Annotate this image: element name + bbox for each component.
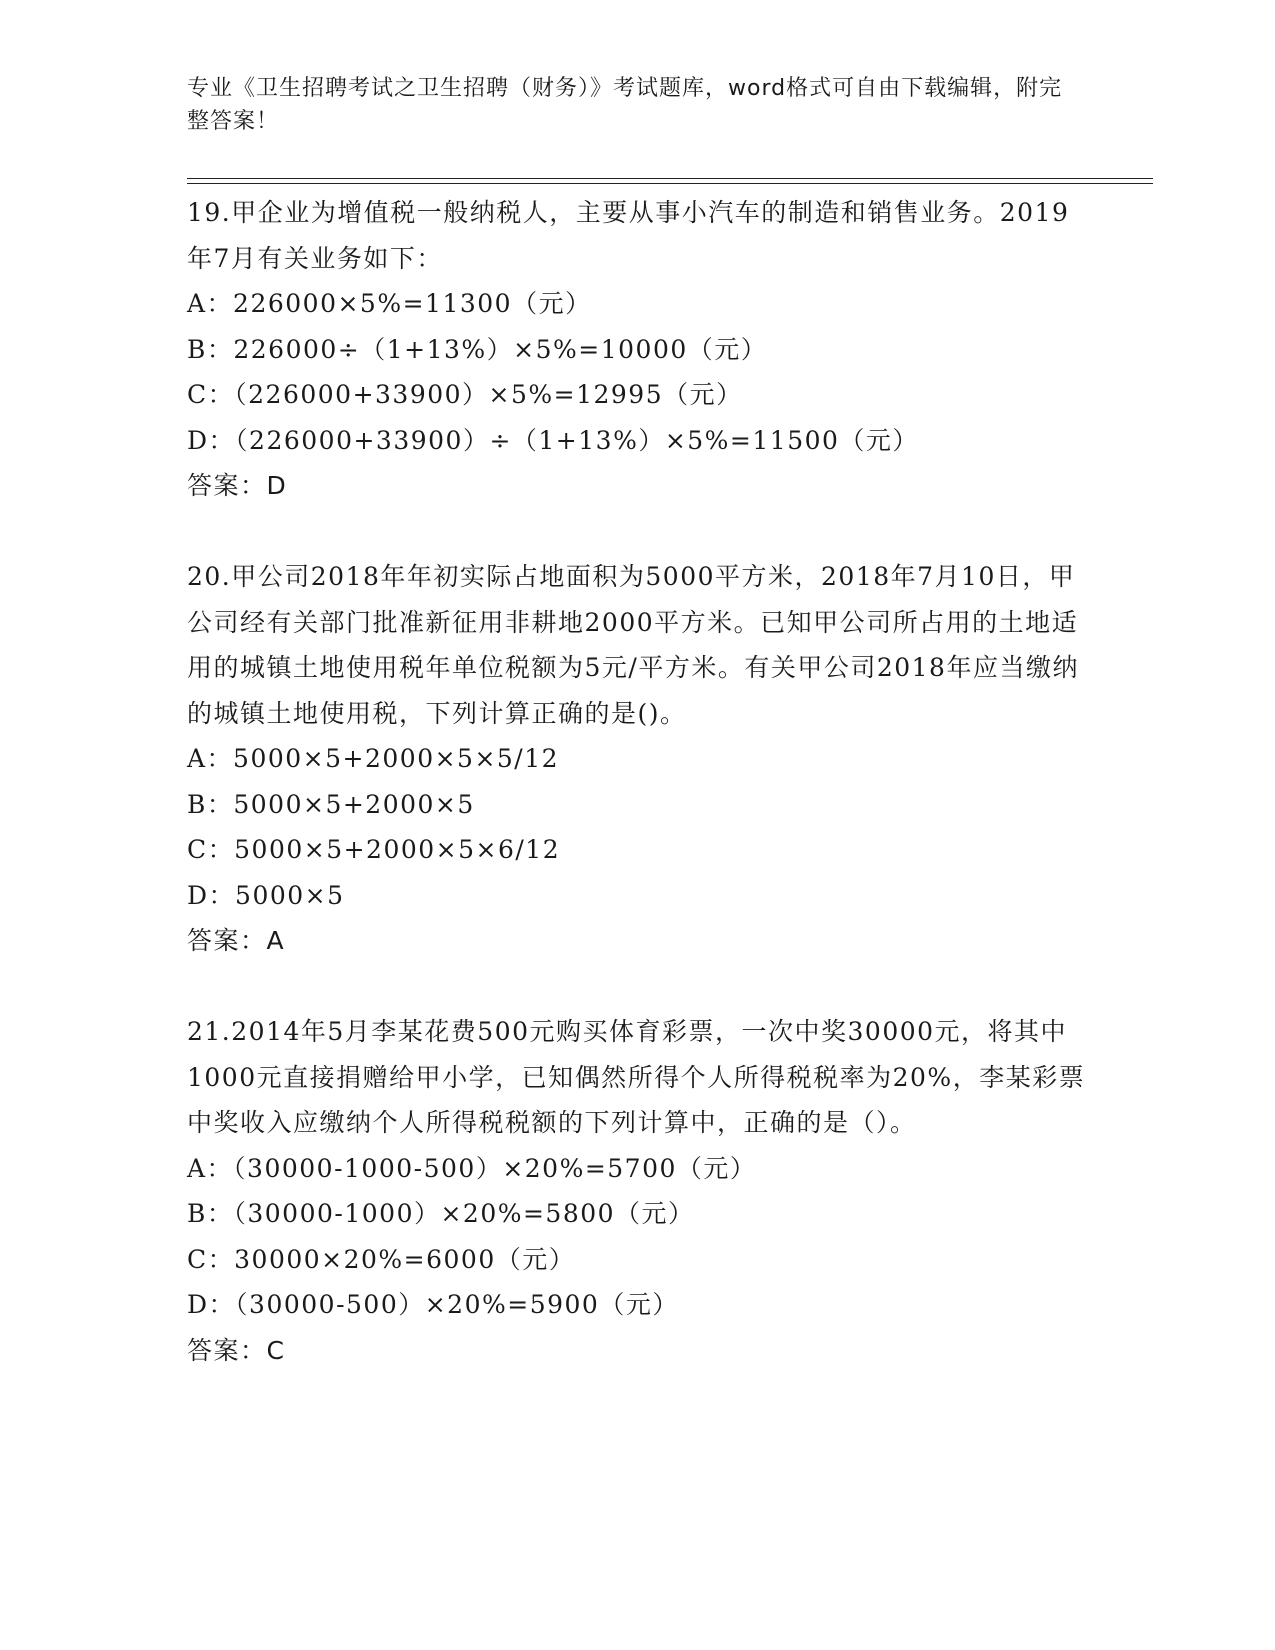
header-divider-bottom [187, 183, 1153, 184]
option-d: D：（30000-500）×20%=5900（元） [187, 1290, 679, 1319]
question-gap [187, 964, 1087, 1010]
answer-line: 答案：A [187, 926, 286, 955]
question-stem: 20.甲公司2018年年初实际占地面积为5000平方米，2018年7月10日，甲公司经有关部门批准新征用非耕地2000平方米。已知甲公司所占用的土地适用的城镇土地使用税年单位税额为5元/平方米。有关甲公司2018年应当缴纳的城镇土地使用税，下列计算正确的是()。 [187, 562, 1079, 728]
option-a: A：226000×5%=11300（元） [187, 289, 592, 318]
header-divider-top [187, 178, 1153, 179]
question-stem: 19.甲企业为增值税一般纳税人，主要从事小汽车的制造和销售业务。2019年7月有关业务如下： [187, 198, 1070, 273]
question-19 [187, 190, 1087, 509]
option-b: B：226000÷（1+13%）×5%=10000（元） [187, 334, 768, 364]
question-list [187, 190, 1087, 1373]
question-gap [187, 509, 1087, 555]
option-a: A：5000×5+2000×5×5/12 [187, 744, 560, 773]
answer-line: 答案：D [187, 471, 288, 500]
option-c: C：30000×20%=6000（元） [187, 1244, 576, 1274]
option-b: B：5000×5+2000×5 [187, 789, 475, 819]
question-21 [187, 1009, 1087, 1373]
option-c: C：（226000+33900）×5%=12995（元） [187, 380, 743, 409]
document-header: 专业《卫生招聘考试之卫生招聘（财务）》考试题库，word格式可自由下载编辑，附完整答案！ [187, 76, 1063, 134]
option-c: C：5000×5+2000×5×6/12 [187, 835, 561, 864]
question-stem: 21.2014年5月李某花费500元购买体育彩票，一次中奖30000元，将其中1000元直接捐赠给甲小学，已知偶然所得个人所得税税率为20%，李某彩票中奖收入应缴纳个人所得税税额的下列计算中，正确的是（）。 [187, 1017, 1086, 1137]
answer-line: 答案：C [187, 1335, 286, 1365]
option-d: D：5000×5 [187, 880, 345, 910]
option-d: D：（226000+33900）÷（1+13%）×5%=11500（元） [187, 425, 919, 455]
option-a: A：（30000-1000-500）×20%=5700（元） [187, 1153, 757, 1183]
option-b: B：（30000-1000）×20%=5800（元） [187, 1199, 695, 1228]
question-20 [187, 554, 1087, 964]
